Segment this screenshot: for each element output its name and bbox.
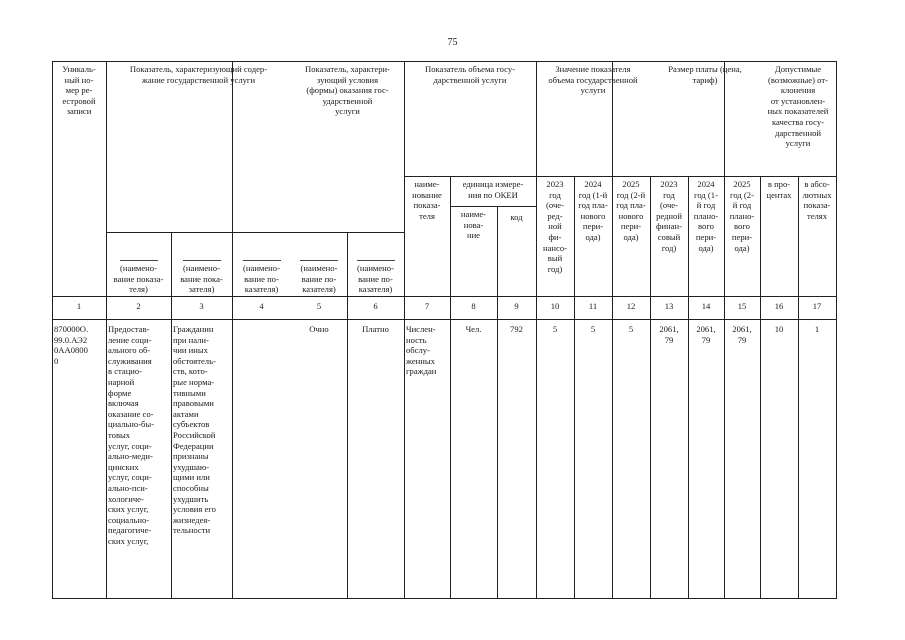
column-number-text: 4 xyxy=(259,301,264,311)
header-vol-2024-text: 2024 год (1-й год пла- нового пери- ода) xyxy=(578,179,608,242)
row-form xyxy=(293,324,345,598)
row-vol-2025-text: 5 xyxy=(628,324,634,334)
column-number xyxy=(349,301,402,319)
row-vol-2024 xyxy=(576,324,610,598)
header-pay-2025-text: 2025 год (2- й год плано- вого пери- ода) xyxy=(729,179,755,253)
row-service-content-text: Предостав- ление соци- ального об- служивания в стацио- нарной форме включая оказание со- циально-бы- товых услуг, соци- ально-меди- цинских услуг, соци- ально-пси- хологиче- ских услуг, социально- педагогиче- ских услуг, xyxy=(108,324,155,546)
header-register-number xyxy=(54,64,104,296)
column-number xyxy=(54,301,104,319)
header-name-col6-text: (наимено- вание по- казателя) xyxy=(357,263,394,295)
row-pay-2025-text: 2061, 79 xyxy=(732,324,752,345)
header-pay-2024 xyxy=(690,179,722,296)
row-indicator-name xyxy=(406,324,448,598)
column-number-text: 13 xyxy=(664,301,674,311)
header-name-col3-text: (наимено- вание пока- зателя) xyxy=(180,263,223,295)
header-name-col4-text: (наимено- вание по- казателя) xyxy=(243,263,280,295)
header-vol-2024 xyxy=(576,179,610,296)
row-pay-2024-text: 2061, 79 xyxy=(696,324,716,345)
header-okei-unit-text: единица измере- ния по ОКЕИ xyxy=(462,179,524,200)
row-indicator-name-text: Числен- ность обслу- женных граждан xyxy=(406,324,437,377)
column-number-text: 16 xyxy=(774,301,784,311)
header-name-col6 xyxy=(349,260,402,296)
row-col4 xyxy=(234,324,289,598)
row-absolute xyxy=(800,324,834,598)
column-number xyxy=(726,301,758,319)
blank-line xyxy=(120,260,158,261)
row-unit-code-text: 792 xyxy=(510,324,523,334)
blank-line xyxy=(357,260,395,261)
row-unit-code xyxy=(499,324,534,598)
column-number xyxy=(614,301,648,319)
column-number-text: 5 xyxy=(316,301,322,311)
column-number-text: 10 xyxy=(550,301,560,311)
header-okei-code-text: код xyxy=(510,212,523,222)
column-number xyxy=(406,301,448,319)
header-content-indicator-text: Показатель, характеризующий содер- жание государственной услуги xyxy=(129,64,268,85)
header-name-col2-text: (наимено- вание показа- теля) xyxy=(113,263,164,295)
row-vol-2023-text: 5 xyxy=(552,324,558,334)
header-payment-size-text: Размер платы (цена, тариф) xyxy=(668,64,742,85)
header-register-number-text: Уникаль- ный но- мер ре- естровой записи xyxy=(62,64,96,117)
row-vol-2023 xyxy=(538,324,572,598)
row-vol-2025 xyxy=(614,324,648,598)
header-pay-2023 xyxy=(652,179,686,296)
header-name-col5 xyxy=(293,260,345,296)
header-pay-2025 xyxy=(726,179,758,296)
header-name-col5-text: (наимено- вание по- казателя) xyxy=(300,263,338,295)
header-absolute xyxy=(800,179,834,296)
column-number xyxy=(538,301,572,319)
header-okei-unit xyxy=(452,179,534,206)
row-payment-text: Платно xyxy=(362,324,389,334)
header-percent-text: в про- центах xyxy=(766,179,792,200)
row-absolute-text: 1 xyxy=(814,324,820,334)
page-number: 75 xyxy=(447,37,458,48)
blank-line xyxy=(243,260,281,261)
column-number xyxy=(293,301,345,319)
header-okei-code xyxy=(499,212,534,296)
column-number-text: 8 xyxy=(471,301,476,311)
column-number-text: 12 xyxy=(626,301,636,311)
row-register-number xyxy=(54,324,104,598)
column-number xyxy=(234,301,289,319)
row-unit-name-text: Чел. xyxy=(465,324,482,334)
row-pay-2025 xyxy=(726,324,758,598)
row-percent-text: 10 xyxy=(774,324,784,334)
column-number-text: 9 xyxy=(514,301,519,311)
header-indicator-name xyxy=(406,179,448,296)
header-okei-name xyxy=(452,209,495,296)
row-percent xyxy=(762,324,796,598)
column-number xyxy=(690,301,722,319)
blank-line xyxy=(300,260,338,261)
column-number xyxy=(173,301,230,319)
column-number xyxy=(800,301,834,319)
column-number xyxy=(576,301,610,319)
column-number-text: 2 xyxy=(136,301,141,311)
row-payment xyxy=(349,324,402,598)
header-payment-size xyxy=(652,64,758,176)
row-service-content xyxy=(108,324,169,598)
header-name-col4 xyxy=(234,260,289,296)
row-recipients xyxy=(173,324,230,598)
column-number-text: 14 xyxy=(701,301,711,311)
header-volume-indicator-text: Показатель объема госу- дарственной услуги xyxy=(424,64,515,85)
header-volume-indicator xyxy=(406,64,534,176)
header-absolute-text: в абсо- лютных показа- телях xyxy=(802,179,832,221)
column-number-text: 11 xyxy=(588,301,598,311)
header-pay-2024-text: 2024 год (1- й год плано- вого пери- ода) xyxy=(693,179,719,253)
header-percent xyxy=(762,179,796,296)
row-pay-2023 xyxy=(652,324,686,598)
header-volume-value-text: Значение показателя объема государственной услуги xyxy=(548,64,638,96)
header-name-col2 xyxy=(108,260,169,296)
row-form-text: Очно xyxy=(309,324,329,334)
header-vol-2023-text: 2023 год (оче- ред- ной фи- нансо- вый год) xyxy=(543,179,567,274)
column-number-text: 1 xyxy=(76,301,82,311)
header-name-col3 xyxy=(173,260,230,296)
row-pay-2024 xyxy=(690,324,722,598)
column-number xyxy=(762,301,796,319)
column-number xyxy=(108,301,169,319)
header-conditions-indicator xyxy=(293,64,402,232)
column-number-text: 15 xyxy=(737,301,747,311)
column-number xyxy=(499,301,534,319)
header-allowed-deviation xyxy=(762,64,834,176)
header-volume-value xyxy=(538,64,648,176)
row-unit-name xyxy=(452,324,495,598)
header-vol-2023 xyxy=(538,179,572,296)
row-pay-2023-text: 2061, 79 xyxy=(659,324,679,345)
header-conditions-indicator-text: Показатель, характери- зующий условия (формы) оказания гос- ударственной услуги xyxy=(305,64,390,117)
header-indicator-name-text: наиме- нование показа- теля xyxy=(412,179,442,221)
header-content-indicator xyxy=(108,64,289,232)
column-number xyxy=(652,301,686,319)
blank-line xyxy=(183,260,221,261)
header-allowed-deviation-text: Допустимые (возможные) от- клонения от установлен- ных показателей качества госу- дарственной услуги xyxy=(767,64,829,149)
column-number-text: 3 xyxy=(199,301,204,311)
column-number-text: 6 xyxy=(373,301,378,311)
row-vol-2024-text: 5 xyxy=(590,324,596,334)
header-okei-name-text: наиме- нова- ние xyxy=(460,209,487,241)
header-vol-2025-text: 2025 год (2-й год пла- нового пери- ода) xyxy=(616,179,646,242)
header-pay-2023-text: 2023 год (оче- редной финан- совый год) xyxy=(655,179,683,253)
column-number-text: 17 xyxy=(812,301,822,311)
row-register-number-text: 870000О. 99.0.АЭ2 0АА0800 0 xyxy=(54,324,89,366)
header-vol-2025 xyxy=(614,179,648,296)
column-number-text: 7 xyxy=(424,301,430,311)
row-recipients-text: Гражданин при нали- чии иных обстоятель- ств, кото- рые норма- тивными правовыми актами субъектов Российской Федерации признаны ухудшаю- щими или способны ухудшить условия его жизнедея- тельности xyxy=(173,324,216,536)
column-number xyxy=(452,301,495,319)
